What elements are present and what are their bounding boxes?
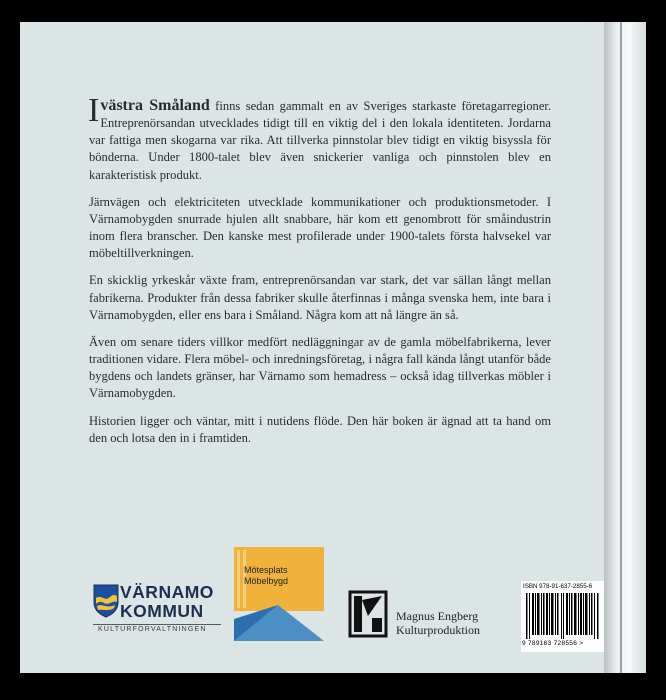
varnamo-line2: KOMMUN — [120, 601, 204, 621]
motesplats-graphic — [234, 547, 324, 641]
magnus-engberg-mark-icon — [348, 590, 388, 638]
paragraph-3: En skicklig yrkeskår växte fram, entreprenörsandan var stark, det var sällan långt mellan fabrikerna. Produkter från dessa fabriker skulle återfinnas i många svenska hem, inte bara i Värnamobygden, eller ens bara i Småland. Några kom att nå längre än så. — [89, 273, 551, 322]
isbn-number: 9 789163 728556 > — [522, 640, 584, 647]
varnamo-rule — [93, 624, 221, 625]
magnus-engberg-text: Magnus Engberg Kulturproduktion — [396, 609, 480, 637]
paragraph-5: Historien ligger och väntar, mitt i nutidens flöde. Den här boken är ägnad att ta hand om den och lotsa den in i framtiden. — [89, 413, 551, 445]
varnamo-crest-icon — [93, 584, 119, 618]
cover-text — [88, 92, 552, 457]
motesplats-text: Mötesplats Möbelbygd — [244, 565, 289, 586]
motesplats-mobelbygd-logo — [234, 547, 324, 641]
spine-hinge — [620, 22, 622, 673]
barcode-icon — [526, 593, 600, 639]
magnus-engberg-logo — [348, 590, 498, 640]
lead-phrase: Ivästra Småland — [88, 92, 210, 129]
isbn-label: ISBN 978-91-637-2855-6 — [523, 583, 593, 590]
varnamo-kommun-logo — [93, 580, 223, 636]
paragraph-4: Även om senare tiders villkor medfört nedläggningar av de gamla möbelfabrikerna, lever traditionen vidare. Flera möbel- och inredningsföretag, i några fall kända långt utanför både bygdens och landets gränser, har Värnamo som hemadress – också idag tillverkas möbler i Värnamobygden. — [89, 334, 551, 401]
book-spine — [604, 22, 646, 673]
isbn-barcode-box — [521, 581, 604, 652]
varnamo-line1: VÄRNAMO — [120, 582, 214, 602]
paragraph-1: Ivästra Småland finns sedan gammalt en av Sveriges starkaste företagarregioner. Entreprenörsandan utvecklades tidigt till en viktig del i den lokala identiteten. Jordarna var fattiga men skogarna var rika. Att tillverka pinnstolar blev tidigt en viktig bisyssla för bönderna. Under 1800-talet blev även snickerier vanliga och pinnstolen blev en karakteristisk produkt. — [88, 92, 552, 182]
varnamo-subtitle: KULTURFÖRVALTNINGEN — [98, 626, 207, 633]
paragraph-2: Järnvägen och elektriciteten utvecklade kommunikationer och produktionsmetoder. I Värnamobygden snurrade hjulen allt snabbare, här kom ett genombrott för småindustrin inom flera branscher. Den kanske mest profilerade under 1900-talets första halvsekel var möbeltillverkningen. — [89, 194, 551, 261]
